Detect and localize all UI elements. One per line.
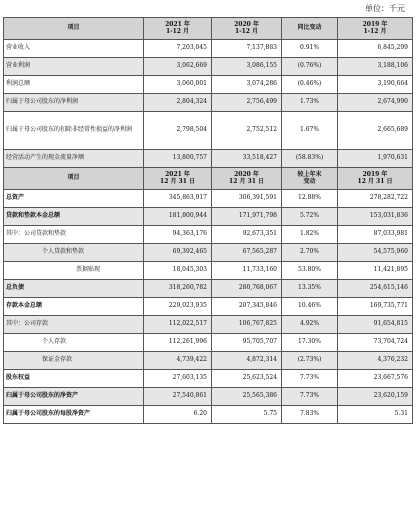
value-2021: 181,800,944 bbox=[144, 208, 212, 226]
value-2019: 11,421,895 bbox=[338, 262, 413, 280]
value-change: 7.73% bbox=[282, 370, 338, 388]
header-2019-line: 2019 年 bbox=[362, 170, 388, 178]
value-change: 17.30% bbox=[282, 334, 338, 352]
row-label: 总资产 bbox=[4, 190, 144, 208]
header-item-text: 项目 bbox=[67, 24, 80, 32]
value-2019: 153,031,836 bbox=[338, 208, 413, 226]
row-label: 总负债 bbox=[4, 280, 144, 298]
value-2020: 106,767,825 bbox=[212, 316, 282, 334]
row-label: 归属于母公司股东的净利润 bbox=[4, 94, 144, 112]
value-2020: 25,623,524 bbox=[212, 370, 282, 388]
value-2019: 23,667,576 bbox=[338, 370, 413, 388]
header-2021-line: 1-12 月 bbox=[165, 27, 190, 35]
value-2020: 33,518,427 bbox=[212, 150, 282, 168]
row-label: 归属于母公司股东的扣除非经常性损益的净利润 bbox=[4, 112, 144, 150]
table-row bbox=[4, 298, 413, 316]
row-label: 营业利润 bbox=[4, 58, 144, 76]
header-2020-cell bbox=[212, 18, 282, 40]
value-2020: 11,733,160 bbox=[212, 262, 282, 280]
value-change: 1.82% bbox=[282, 226, 338, 244]
value-change: 0.91% bbox=[282, 40, 338, 58]
header-2021-cell bbox=[144, 168, 212, 190]
value-change: 12.88% bbox=[282, 190, 338, 208]
row-label: 其中：公司贷款和垫款 bbox=[4, 226, 144, 244]
header-2019-line: 2019 年 bbox=[362, 20, 388, 28]
value-2021: 2,804,324 bbox=[144, 94, 212, 112]
value-2021: 318,260,782 bbox=[144, 280, 212, 298]
value-2021: 94,363,176 bbox=[144, 226, 212, 244]
value-2020: 4,872,314 bbox=[212, 352, 282, 370]
unit-label: 单位：千元 bbox=[365, 4, 405, 13]
value-2021: 345,863,917 bbox=[144, 190, 212, 208]
table-row bbox=[4, 370, 413, 388]
row-label: 保证金存款 bbox=[4, 352, 144, 370]
value-2021: 13,800,757 bbox=[144, 150, 212, 168]
header-change-text: 同比变动 bbox=[297, 24, 322, 32]
value-2021: 7,203,045 bbox=[144, 40, 212, 58]
value-2021: 3,060,001 bbox=[144, 76, 212, 94]
value-2020: 3,074,286 bbox=[212, 76, 282, 94]
row-label: 股东权益 bbox=[4, 370, 144, 388]
header-2021-line: 2021 年 bbox=[165, 20, 190, 28]
header-2020-line: 2020 年 bbox=[234, 20, 259, 28]
value-2021: 112,022,517 bbox=[144, 316, 212, 334]
header-item-cell bbox=[4, 18, 144, 40]
value-2021: 4,739,422 bbox=[144, 352, 212, 370]
header-item-text: 项目 bbox=[67, 174, 80, 182]
value-2019: 73,704,724 bbox=[338, 334, 413, 352]
value-change: 2.70% bbox=[282, 244, 338, 262]
value-2020: 171,971,798 bbox=[212, 208, 282, 226]
value-2021: 69,392,465 bbox=[144, 244, 212, 262]
header-2021-line: 2021 年 bbox=[165, 170, 190, 178]
value-2019: 6,845,299 bbox=[338, 40, 413, 58]
value-2020: 95,705,707 bbox=[212, 334, 282, 352]
value-change: 5.72% bbox=[282, 208, 338, 226]
table-row bbox=[4, 58, 413, 76]
row-label: 票据贴现 bbox=[4, 262, 144, 280]
header-change-cell bbox=[282, 18, 338, 40]
value-2019: 91,654,815 bbox=[338, 316, 413, 334]
table-row bbox=[4, 280, 413, 298]
row-label: 经营活动产生的现金流量净额 bbox=[4, 150, 144, 168]
header-2020-cell bbox=[212, 168, 282, 190]
header-2020-line: 12 月 31 日 bbox=[229, 177, 264, 185]
table-row bbox=[4, 76, 413, 94]
row-label: 个人贷款和垫款 bbox=[4, 244, 144, 262]
header-2020-line: 1-12 月 bbox=[234, 27, 259, 35]
value-2019: 5.31 bbox=[338, 406, 413, 424]
value-2020: 207,345,846 bbox=[212, 298, 282, 316]
financial-summary-table bbox=[3, 17, 413, 424]
value-change: (0.46%) bbox=[282, 76, 338, 94]
value-2019: 278,282,722 bbox=[338, 190, 413, 208]
value-2019: 2,665,689 bbox=[338, 112, 413, 150]
value-2020: 5.75 bbox=[212, 406, 282, 424]
row-label: 归属于母公司股东的每股净资产 bbox=[4, 406, 144, 424]
value-2019: 169,735,771 bbox=[338, 298, 413, 316]
header-2020-line: 2020 年 bbox=[234, 170, 259, 178]
header-change-cell bbox=[282, 168, 338, 190]
value-2021: 3,062,669 bbox=[144, 58, 212, 76]
header-row bbox=[4, 168, 413, 190]
row-label: 存款本金总额 bbox=[4, 298, 144, 316]
header-2019-line: 12 月 31 日 bbox=[357, 177, 393, 185]
value-2021: 27,540,861 bbox=[144, 388, 212, 406]
value-change: 4.92% bbox=[282, 316, 338, 334]
table-row bbox=[4, 406, 413, 424]
header-2019-line: 1-12 月 bbox=[363, 27, 387, 35]
header-2019-cell bbox=[338, 168, 413, 190]
value-change: 7.83% bbox=[282, 406, 338, 424]
value-change: 53.80% bbox=[282, 262, 338, 280]
row-label: 营业收入 bbox=[4, 40, 144, 58]
value-2019: 2,674,990 bbox=[338, 94, 413, 112]
value-2019: 87,033,981 bbox=[338, 226, 413, 244]
value-2021: 27,603,135 bbox=[144, 370, 212, 388]
header-2021-cell bbox=[144, 18, 212, 40]
value-2019: 4,376,232 bbox=[338, 352, 413, 370]
table-row bbox=[4, 262, 413, 280]
value-change: 13.35% bbox=[282, 280, 338, 298]
value-2020: 25,565,386 bbox=[212, 388, 282, 406]
value-2019: 3,188,106 bbox=[338, 58, 413, 76]
value-change: 1.73% bbox=[282, 94, 338, 112]
table-row bbox=[4, 316, 413, 334]
value-change: 1.67% bbox=[282, 112, 338, 150]
value-change: 10.46% bbox=[282, 298, 338, 316]
value-change: (58.83%) bbox=[282, 150, 338, 168]
table-row bbox=[4, 352, 413, 370]
table-row bbox=[4, 334, 413, 352]
value-2019: 23,620,159 bbox=[338, 388, 413, 406]
value-2020: 280,768,067 bbox=[212, 280, 282, 298]
value-2020: 92,673,351 bbox=[212, 226, 282, 244]
table-row bbox=[4, 94, 413, 112]
value-2020: 3,086,155 bbox=[212, 58, 282, 76]
value-2019: 3,190,664 bbox=[338, 76, 413, 94]
value-2020: 67,565,287 bbox=[212, 244, 282, 262]
value-2021: 112,261,996 bbox=[144, 334, 212, 352]
table-row bbox=[4, 190, 413, 208]
table-row bbox=[4, 388, 413, 406]
value-2021: 229,023,935 bbox=[144, 298, 212, 316]
header-item-cell bbox=[4, 168, 144, 190]
table-row bbox=[4, 208, 413, 226]
value-change: (2.73%) bbox=[282, 352, 338, 370]
header-row bbox=[4, 18, 413, 40]
row-label: 归属于母公司股东的净资产 bbox=[4, 388, 144, 406]
value-2021: 2,798,504 bbox=[144, 112, 212, 150]
value-2021: 18,045,303 bbox=[144, 262, 212, 280]
value-2019: 1,970,631 bbox=[338, 150, 413, 168]
table-row bbox=[4, 244, 413, 262]
value-2020: 306,391,591 bbox=[212, 190, 282, 208]
header-2021-line: 12 月 31 日 bbox=[160, 177, 195, 185]
value-2020: 2,756,499 bbox=[212, 94, 282, 112]
value-2019: 54,575,960 bbox=[338, 244, 413, 262]
value-2020: 7,137,883 bbox=[212, 40, 282, 58]
header-change-line: 变动 bbox=[303, 177, 316, 185]
header-change-line: 较上年末 bbox=[297, 170, 322, 178]
value-2021: 6.20 bbox=[144, 406, 212, 424]
table-row bbox=[4, 226, 413, 244]
table-row bbox=[4, 40, 413, 58]
value-2019: 254,615,146 bbox=[338, 280, 413, 298]
row-label: 个人存款 bbox=[4, 334, 144, 352]
row-label: 其中：公司存款 bbox=[4, 316, 144, 334]
table-row bbox=[4, 112, 413, 150]
value-2020: 2,752,512 bbox=[212, 112, 282, 150]
value-change: 7.73% bbox=[282, 388, 338, 406]
value-change: (0.76%) bbox=[282, 58, 338, 76]
row-label: 贷款和垫款本金总额 bbox=[4, 208, 144, 226]
row-label: 利润总额 bbox=[4, 76, 144, 94]
table-row bbox=[4, 150, 413, 168]
header-2019-cell bbox=[338, 18, 413, 40]
